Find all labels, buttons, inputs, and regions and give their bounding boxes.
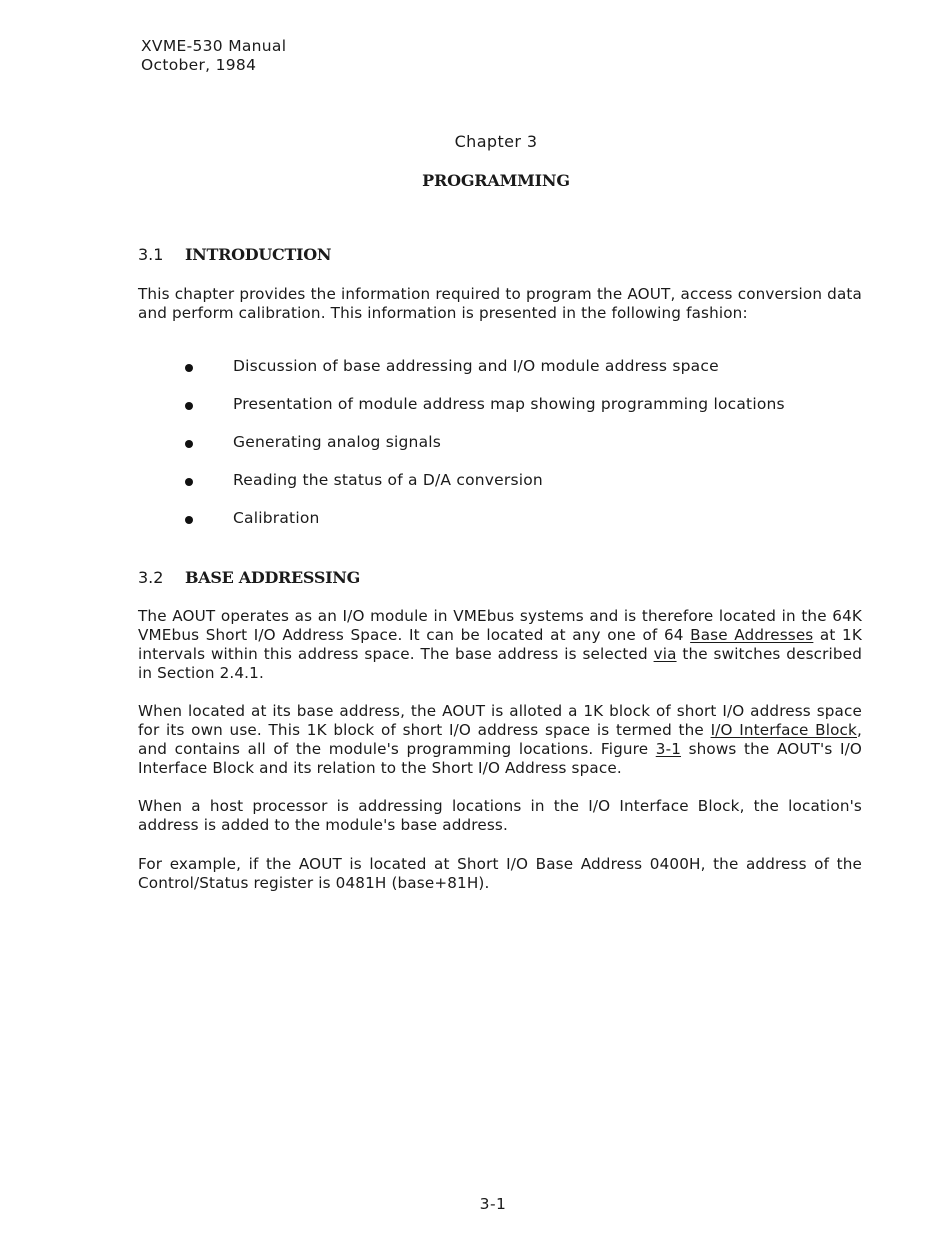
base-addressing-paragraph-2 <box>138 702 862 778</box>
intro-paragraph: This chapter provides the information required to program the AOUT, access conversion data and perform calibration. This information is presented in the following fashion: <box>138 285 862 322</box>
underlined-term-base-addresses: Base Addresses <box>690 626 814 644</box>
bullet-icon <box>185 440 193 448</box>
topic-list <box>183 357 785 547</box>
section-title: BASE ADDRESSING <box>185 568 360 587</box>
underlined-term-via: via <box>653 645 677 663</box>
list-item-text: Reading the status of a D/A conversion <box>233 471 543 489</box>
chapter-title: PROGRAMMING <box>422 171 570 190</box>
base-addressing-paragraph-3: When a host processor is addressing locations in the I/O Interface Block, the location's address is added to the module's base address. <box>138 797 862 834</box>
list-item-text: Generating analog signals <box>233 433 442 451</box>
text-run: the switches described in Section 2.4.1. <box>138 645 862 682</box>
list-item-text: Calibration <box>233 509 320 527</box>
list-item <box>183 357 785 395</box>
header-date: October, 1984 <box>141 56 257 74</box>
header-manual-title: XVME-530 Manual <box>141 37 287 55</box>
text-run: The AOUT operates as an I/O module in VMEbus systems and is therefore located in the 64K VMEbus Short I/O Address Space. It can be located at any one of 64 <box>138 607 862 644</box>
section-number: 3.2 <box>138 568 164 587</box>
text-run: When located at its base address, the AOUT is alloted a 1K block of short I/O address space for its own use. This 1K block of short I/O address space is termed the <box>138 702 862 739</box>
base-addressing-paragraph-4: For example, if the AOUT is located at Short I/O Base Address 0400H, the address of the Control/Status register is 0481H (base+81H). <box>138 855 862 892</box>
bullet-icon <box>185 402 193 410</box>
section-heading-introduction <box>138 245 331 264</box>
figure-reference: 3-1 <box>655 740 682 758</box>
list-item-text: Discussion of base addressing and I/O module address space <box>233 357 719 375</box>
section-title: INTRODUCTION <box>185 245 332 264</box>
underlined-term-io-interface-block: I/O Interface Block <box>710 721 857 739</box>
text-run: at 1K intervals within this address space. The base address is selected <box>138 626 862 663</box>
text-run: , and contains all of the module's programming locations. Figure <box>138 721 862 758</box>
bullet-icon <box>185 478 193 486</box>
chapter-label: Chapter 3 <box>454 132 538 151</box>
list-item-text: Presentation of module address map showing programming locations <box>233 395 785 413</box>
base-addressing-paragraph-1 <box>138 607 862 683</box>
list-item <box>183 509 785 547</box>
bullet-icon <box>185 364 193 372</box>
list-item <box>183 395 785 433</box>
bullet-icon <box>185 516 193 524</box>
text-run: shows the AOUT's I/O Interface Block and its relation to the Short I/O Address space. <box>138 740 862 777</box>
list-item <box>183 433 785 471</box>
section-number: 3.1 <box>138 245 164 264</box>
page-number: 3-1 <box>479 1195 507 1213</box>
section-heading-base-addressing <box>138 568 360 587</box>
list-item <box>183 471 785 509</box>
